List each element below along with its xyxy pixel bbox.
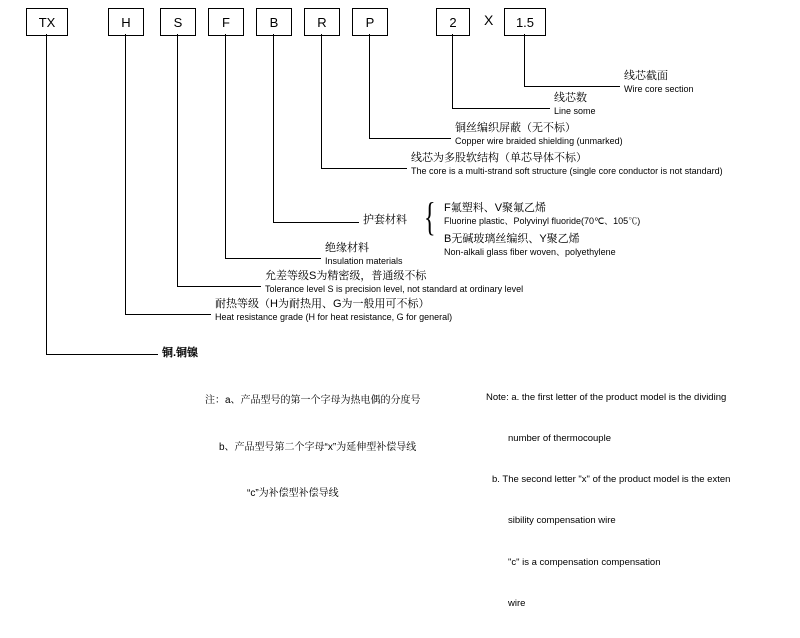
sheath-option-en: Fluorine plastic、Polyvinyl fluoride(70℃、105℃) bbox=[444, 215, 641, 226]
sheath-option-cn: B无碱玻璃丝编织、Y聚乙烯 bbox=[444, 233, 580, 245]
note-line: "c" is a compensation compensation bbox=[508, 556, 661, 568]
code-box-r[interactable] bbox=[304, 8, 340, 36]
notes-english bbox=[486, 363, 730, 638]
note-line: “c”为补偿型补偿导线 bbox=[247, 488, 339, 499]
leader-line-vertical bbox=[177, 34, 178, 286]
leader-line-horizontal bbox=[369, 138, 451, 139]
sheath-option-fluorine bbox=[444, 202, 640, 227]
callout-label-cn: 绝缘材料 bbox=[325, 242, 369, 254]
callout-label-en: Wire core section bbox=[624, 83, 694, 94]
callout-copper-braided-shielding bbox=[455, 122, 623, 147]
leader-line-horizontal bbox=[321, 168, 407, 169]
note-line: wire bbox=[508, 598, 526, 610]
note-line: b、产品型号第二个字母“x”为延伸型补偿导线 bbox=[219, 441, 417, 453]
code-box-label: P bbox=[365, 14, 375, 30]
callout-line-some bbox=[554, 92, 596, 117]
code-box-label: H bbox=[121, 14, 131, 30]
multiplier-symbol: X bbox=[484, 12, 494, 28]
code-box-label: R bbox=[317, 14, 327, 30]
note-line: 注：a、产品型号的第一个字母为热电偶的分度号 bbox=[205, 395, 421, 406]
callout-label-en: Line some bbox=[554, 105, 596, 116]
sheath-option-en: Non-alkali glass fiber woven、polyethylene bbox=[444, 246, 616, 257]
code-box-p[interactable] bbox=[352, 8, 388, 36]
code-box-label: 1.5 bbox=[515, 14, 535, 30]
leader-line-horizontal bbox=[177, 286, 261, 287]
code-box-core-count[interactable] bbox=[436, 8, 470, 36]
callout-label-cn: 线芯截面 bbox=[624, 70, 668, 82]
callout-label-cn: 线芯为多股软结构（单芯导体不标） bbox=[411, 152, 587, 164]
leader-line-vertical bbox=[273, 34, 274, 222]
code-box-b[interactable] bbox=[256, 8, 292, 36]
code-box-h[interactable] bbox=[108, 8, 144, 36]
leader-line-horizontal bbox=[225, 258, 321, 259]
leader-line-horizontal bbox=[46, 354, 158, 355]
code-box-label: S bbox=[173, 14, 183, 30]
callout-sheath-material bbox=[363, 214, 407, 228]
callout-label-cn: 允差等级S为精密级，普通级不标 bbox=[265, 270, 427, 282]
callout-multi-strand-core bbox=[411, 152, 723, 177]
code-box-s[interactable] bbox=[160, 8, 196, 36]
leader-line-horizontal bbox=[125, 314, 211, 315]
leader-line-horizontal bbox=[273, 222, 359, 223]
leader-line-horizontal bbox=[524, 86, 620, 87]
callout-label-en: The core is a multi-strand soft structure (single core conductor is not standard) bbox=[411, 165, 723, 176]
callout-label-en: Copper wire braided shielding (unmarked) bbox=[455, 135, 623, 146]
callout-copper-nickel bbox=[162, 347, 198, 361]
leader-line-vertical bbox=[125, 34, 126, 314]
note-line: Note: a. the first letter of the product model is the dividing bbox=[486, 391, 727, 403]
leader-line-vertical bbox=[46, 34, 47, 354]
note-line: number of thermocouple bbox=[508, 432, 611, 444]
code-box-label: TX bbox=[38, 14, 56, 30]
callout-insulation-material bbox=[325, 242, 403, 267]
sheath-option-cn: F氟塑料、V聚氟乙烯 bbox=[444, 202, 547, 214]
callout-heat-resistance-grade bbox=[215, 298, 452, 323]
leader-line-vertical bbox=[321, 34, 322, 168]
leader-line-vertical bbox=[524, 34, 525, 86]
code-box-label: F bbox=[222, 14, 230, 30]
brace-icon: { bbox=[424, 194, 436, 239]
code-box-tx[interactable] bbox=[26, 8, 68, 36]
code-box-section[interactable] bbox=[504, 8, 546, 36]
callout-tolerance-level bbox=[265, 270, 523, 295]
leader-line-horizontal bbox=[452, 108, 550, 109]
callout-label-en: Heat resistance grade (H for heat resistance, G for general) bbox=[215, 311, 453, 322]
leader-line-vertical bbox=[369, 34, 370, 138]
callout-label-cn: 耐热等级（H为耐热用、G为一般用可不标） bbox=[215, 298, 430, 310]
leader-line-vertical bbox=[452, 34, 453, 108]
note-line: b. The second letter "x" of the product model is the exten bbox=[492, 474, 731, 486]
sheath-option-glass-fiber bbox=[444, 233, 616, 258]
callout-label-cn: 护套材料 bbox=[363, 214, 407, 226]
callout-label-en: Insulation materials bbox=[325, 255, 403, 266]
notes-chinese bbox=[205, 362, 421, 533]
callout-label-cn: 铜.铜镍 bbox=[162, 347, 199, 359]
code-box-label: B bbox=[269, 14, 279, 30]
callout-label-cn: 线芯数 bbox=[554, 92, 587, 104]
code-box-label: 2 bbox=[449, 14, 457, 30]
code-box-f[interactable] bbox=[208, 8, 244, 36]
note-line: sibility compensation wire bbox=[508, 515, 616, 527]
callout-label-en: Tolerance level S is precision level, not standard at ordinary level bbox=[265, 283, 524, 294]
callout-wire-core-section bbox=[624, 70, 694, 95]
leader-line-vertical bbox=[225, 34, 226, 258]
callout-label-cn: 铜丝编织屏蔽（无不标） bbox=[455, 122, 576, 134]
